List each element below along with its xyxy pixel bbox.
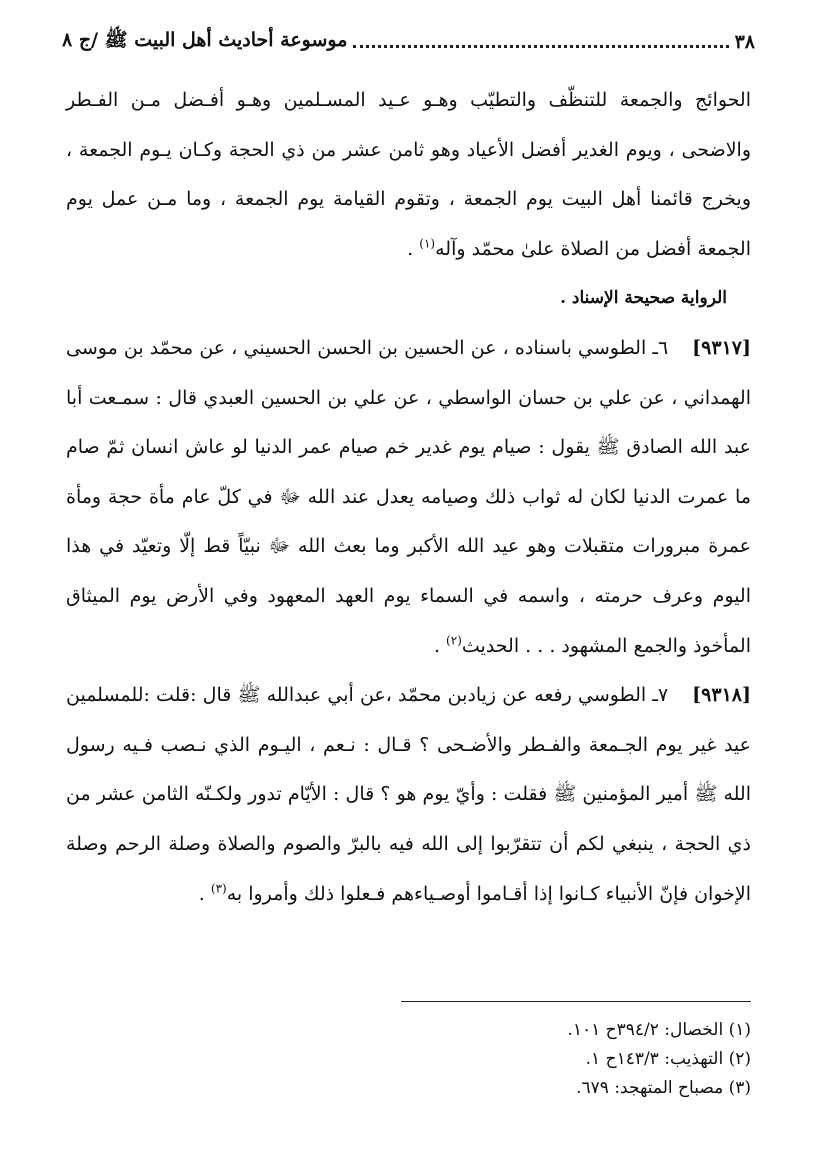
footnote-1: (١) الخصال: ٣٩٤/٢ح ١٠١.	[567, 1020, 751, 1040]
hadith-text: ٦ـ الطوسي باسناده ، عن الحسين بن الحسن الحسيني ، عن محمّد بن موسى الهمداني ، عن علي بن حسان الواسطي ، عن علي بن الحسين العبدي قال : سمـعت أبا عبد الله الصادق ﷺ يقول : صيام يوم غدير خم صيام عمر الدنيا لو عاش انسان ثمّ صام ما عمرت الدنيا لكان له ثواب ذلك وصيامه يعدل عند الله ﷻ في كلّ عام مأة حجة ومأة عمرة مبرورات متقبلات وهو عيد الله الأكبر وما بعث الله ﷻ نبيّاً قط إلّا وتعيّد في هذا اليوم وعرف حرمته ، واسمه في السماء يوم العهد المعهود وفي الأرض يوم الميثاق المأخوذ والجمع المشهود . . . الحديث	[66, 336, 751, 657]
paragraph-end: .	[407, 237, 420, 260]
hadith-number: [٩٣١٨]	[692, 684, 751, 707]
hadith-text: ٧ـ الطوسي رفعه عن زيادبن محمّد ،عن أبي عبدالله ﷺ قال :قلت :للمسلمين عيد غير يوم الجـمعة والفـطر والأضـحى ؟ قـال : نـعم ، اليـوم الذي نـصب فـيه رسول الله ﷺ أمير المؤمنين ﷺ فقلت : وأيّ يوم هو ؟ قال : الأيّام تدور ولكـنّه الثامن عشر من ذي الحجة ، ينبغي لكم أن تتقرّبوا إلى الله فيه بالبرّ والصوم والصلاة وصلة الرحم وصلة الإخوان فإنّ الأنبياء كـانوا إذا أقـاموا أوصـياءهم فـعلوا ذلك وأمروا به	[66, 684, 751, 905]
page-number: ٣٨	[734, 31, 755, 53]
main-text	[66, 76, 751, 919]
paragraph-text: الحوائج والجمعة للتنظّف والتطيّب وهـو عـيد المسـلمين وهـو أفـضل مـن الفـطر والاضحى ، ويوم الغدير أفضل الأعياد وهو ثامن عشر من ذي الحجة وكـان يـوم الجمعة ، ويخرج قائمنا أهل البيت يوم الجمعة ، وتقوم القيامة يوم الجمعة ، وما مـن عمل يوم الجمعة أفضل من الصلاة علىٰ محمّد وآله	[66, 89, 751, 260]
narration-verdict: الرواية صحيحة الإسناد .	[560, 288, 727, 309]
footnote-marker-2: (٢)	[446, 633, 462, 648]
footnote-separator	[401, 1001, 751, 1002]
footnotes	[66, 1016, 751, 1103]
paragraph-continuation	[66, 76, 751, 274]
book-title: موسوعة أحاديث أهل البيت ﷺ /ج ٨	[62, 29, 348, 51]
hadith-number: [٩٣١٧]	[692, 336, 751, 359]
footnote-2: (٢) التهذيب: ١٤٣/٣ح ١.	[585, 1049, 751, 1069]
hadith-9318	[66, 671, 751, 919]
footnote-marker-1: (١)	[419, 236, 436, 251]
hadith-end: .	[198, 882, 211, 905]
running-header	[62, 22, 755, 62]
hadith-9317	[66, 324, 751, 671]
footnote-3: (٣) مصباح المتهجد: ٦٧٩.	[576, 1078, 751, 1098]
header-dot-leader	[353, 45, 728, 48]
footnote-marker-3: (٣)	[210, 881, 227, 896]
hadith-end: .	[433, 634, 447, 657]
